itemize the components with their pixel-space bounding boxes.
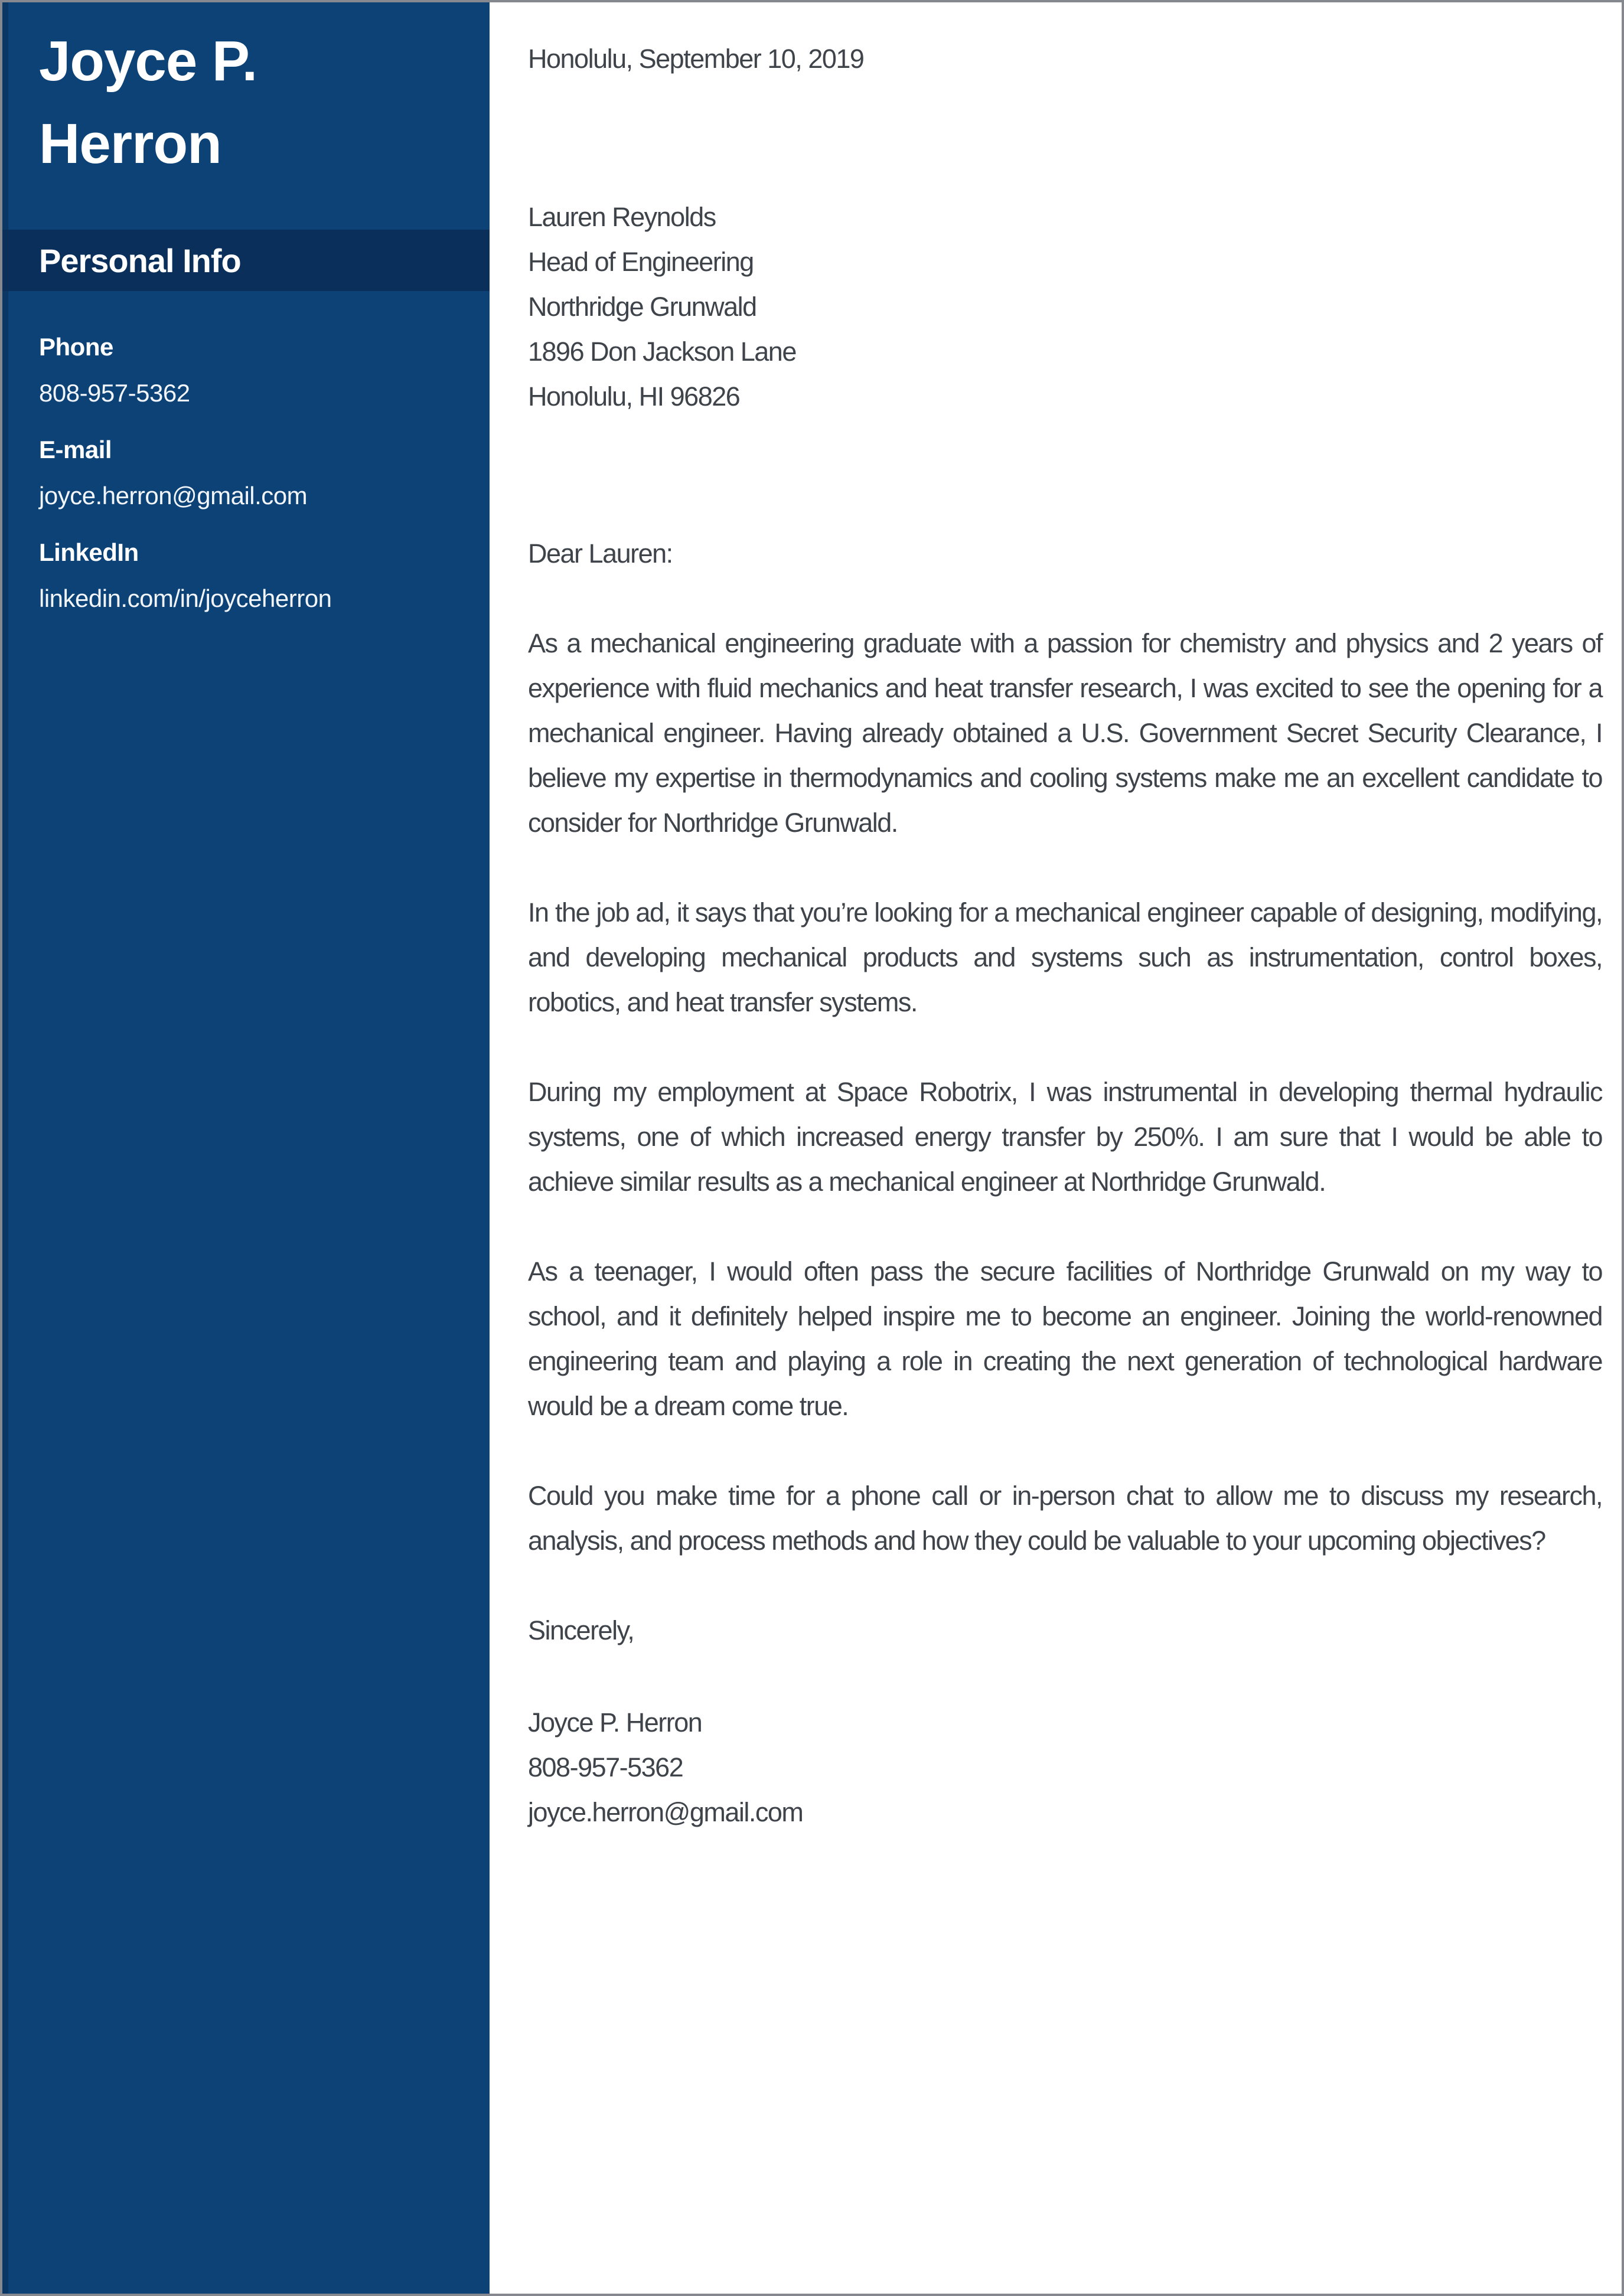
paragraph-2: In the job ad, it says that you’re looking for a mechanical engineer capable of designing, modifying, and developing mechanical products and systems such as instrumentation, control boxes, robotics, and heat transfer systems. bbox=[528, 897, 1602, 1017]
personal-info-title: Personal Info bbox=[39, 241, 241, 279]
paragraph-5: Could you make time for a phone call or in-person chat to allow me to discuss my research, analysis, and process methods and how they could be valuable to your upcoming objectives? bbox=[528, 1481, 1602, 1556]
signature-name: Joyce P. Herron bbox=[528, 1707, 702, 1737]
linkedin-value: linkedin.com/in/joyceherron bbox=[39, 584, 332, 612]
closing: Sincerely, bbox=[528, 1615, 634, 1645]
recipient-name: Lauren Reynolds bbox=[528, 202, 716, 232]
salutation: Dear Lauren: bbox=[528, 538, 673, 569]
candidate-name-line1: Joyce P. bbox=[39, 30, 257, 93]
recipient-block bbox=[528, 195, 1602, 419]
contact-list bbox=[2, 291, 490, 642]
personal-info-section-header bbox=[2, 230, 490, 291]
paragraph-1: As a mechanical engineering graduate with a passion for chemistry and physics and 2 years of experience with fluid mechanics and heat transfer research, I was excited to see the opening for a mechanical engineer. Having already obtained a U.S. Government Secret Security Clearance, I believe my expertise in thermodynamics and cooling systems make me an excellent candidate to consider for Northridge Grunwald. bbox=[528, 628, 1602, 838]
recipient-company: Northridge Grunwald bbox=[528, 292, 756, 322]
sidebar bbox=[2, 2, 490, 2294]
letter-body bbox=[528, 2, 1602, 1835]
signature-block bbox=[528, 1700, 1602, 1835]
signature-phone: 808-957-5362 bbox=[528, 1752, 683, 1782]
contact-item-email bbox=[39, 436, 466, 510]
contact-item-phone bbox=[39, 334, 466, 407]
linkedin-label: LinkedIn bbox=[39, 538, 139, 566]
signature-email: joyce.herron@gmail.com bbox=[528, 1797, 803, 1827]
email-label: E-mail bbox=[39, 436, 112, 463]
candidate-name bbox=[2, 2, 490, 185]
phone-label: Phone bbox=[39, 333, 113, 361]
recipient-title: Head of Engineering bbox=[528, 247, 754, 277]
contact-item-linkedin bbox=[39, 539, 466, 612]
email-value: joyce.herron@gmail.com bbox=[39, 482, 308, 510]
paragraph-3: During my employment at Space Robotrix, I was instrumental in developing thermal hydraulic systems, one of which increased energy transfer by 250%. I am sure that I would be able to achieve similar results as a mechanical engineer at Northridge Grunwald. bbox=[528, 1077, 1602, 1197]
candidate-name-line2: Herron bbox=[39, 112, 221, 175]
recipient-street: 1896 Don Jackson Lane bbox=[528, 337, 796, 367]
paragraph-4: As a teenager, I would often pass the secure facilities of Northridge Grunwald on my way to school, and it definitely helped inspire me to become an engineer. Joining the world-renowned engineering team and playing a role in creating the next generation of technological hardware would be a dream come true. bbox=[528, 1256, 1602, 1421]
recipient-city: Honolulu, HI 96826 bbox=[528, 381, 740, 411]
phone-value: 808-957-5362 bbox=[39, 379, 190, 407]
date-line: Honolulu, September 10, 2019 bbox=[528, 44, 864, 74]
